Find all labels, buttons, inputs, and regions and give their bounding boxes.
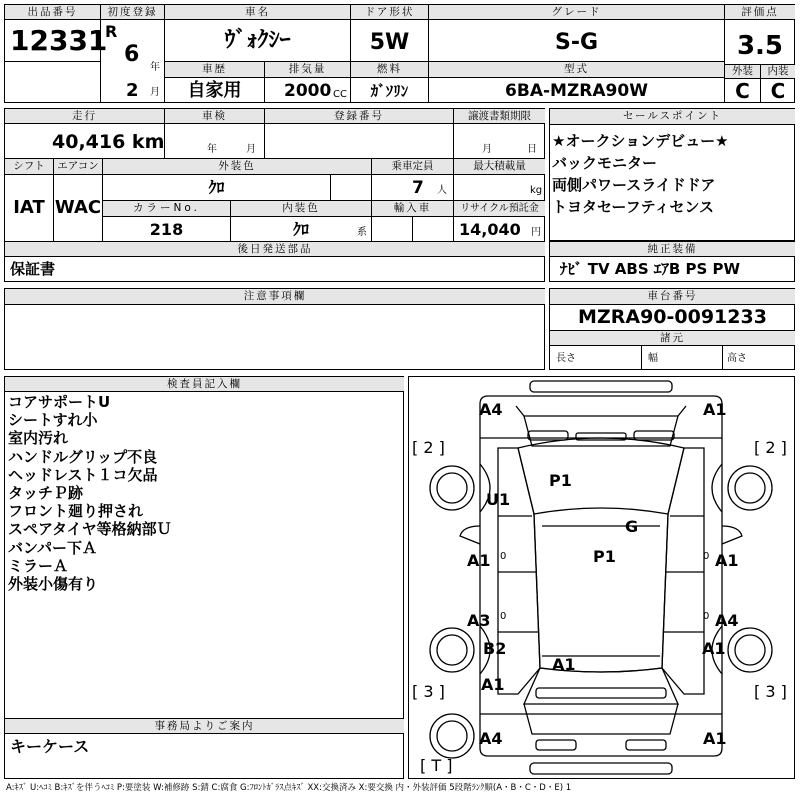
- max-load-unit: kg: [530, 185, 543, 196]
- damage-mark: A1: [703, 729, 727, 748]
- sales-points-label: セールスポイント: [550, 109, 795, 124]
- sales-points-list: [552, 130, 729, 218]
- car-diagram: [408, 376, 795, 779]
- sales-point-item: 両側パワースライドドア: [552, 176, 716, 194]
- tire-depth-rr: [ 3 ]: [754, 682, 787, 701]
- first-reg-month: 2: [126, 80, 139, 101]
- damage-mark: A4: [715, 611, 739, 630]
- tire-mark: 0: [500, 551, 507, 562]
- car-name: ｳﾞｫｸｼｰ: [224, 28, 291, 53]
- int-color-unit: 系: [357, 227, 367, 238]
- inspector-notes-list: [8, 393, 172, 593]
- ext-color-label: 外装色: [103, 159, 371, 174]
- later-parts-value: 保証書: [10, 260, 56, 278]
- tire-mark: 0: [500, 611, 507, 622]
- tire-depth-rl: [ 3 ]: [412, 682, 445, 701]
- recycle-value: 14,040: [459, 220, 521, 239]
- first-reg-year: 6: [124, 42, 140, 67]
- damage-mark: A4: [479, 729, 503, 748]
- tire-mark: 0: [703, 611, 710, 622]
- lot-number: 12331: [10, 24, 108, 57]
- notes-label: 注意事項欄: [5, 289, 545, 304]
- later-parts-label: 後日発送部品: [5, 242, 545, 257]
- displacement-value: 2000: [284, 81, 332, 101]
- sales-point-item: ★オークションデビュー★: [552, 132, 729, 150]
- mileage-value: 40,416 km: [52, 131, 165, 153]
- lot-label: 出品番号: [5, 5, 100, 19]
- legend: A:ｷｽﾞ U:ﾍｺﾐ B:ｷｽﾞを伴うﾍｺﾐ P:要塗装 W:補修跡 S:錆 C:腐食 G:ﾌﾛﾝﾄｶﾞﾗｽ点ｷｽﾞ XX:交換済み X:要交換 内・外装評価 5段階ﾗﾝｸ順(A・B・C・D・E) 1: [6, 783, 572, 793]
- transfer-label: 譲渡書類期限: [454, 109, 545, 123]
- door-label: ドア形状: [351, 5, 428, 19]
- int-color-value: ｸﾛ: [292, 220, 309, 239]
- recycle-label: リサイクル預託金: [454, 201, 545, 216]
- door-type: 5W: [369, 30, 410, 55]
- damage-mark: A1: [703, 400, 727, 419]
- genuine-label: 純正装備: [550, 242, 795, 256]
- color-no-label: カラーNo.: [103, 201, 230, 216]
- first-reg-era: R: [105, 22, 118, 41]
- sales-point-item: トヨタセーフティセンス: [552, 198, 715, 216]
- capacity-label: 乗車定員: [372, 159, 453, 174]
- score-label: 評価点: [725, 5, 795, 19]
- chassis-value: MZRA90-0091233: [578, 306, 767, 328]
- damage-mark: A3: [467, 611, 491, 630]
- aircon-label: エアコン: [54, 159, 102, 174]
- later-parts-box: [4, 256, 545, 282]
- sales-point-item: バックモニター: [552, 154, 658, 172]
- dimensions-label: 諸元: [550, 331, 795, 345]
- exterior-label: 外装: [725, 65, 760, 78]
- fuel-label: 燃料: [351, 62, 428, 77]
- inspector-note: ハンドルグリップ不良: [8, 447, 158, 466]
- dim-height: 高さ: [727, 353, 747, 364]
- first-reg-month-unit: 月: [150, 87, 160, 98]
- car-name-label: 車名: [165, 5, 350, 19]
- model-value: 6BA-MZRA90W: [505, 81, 648, 101]
- inspector-note: コアサポートU: [8, 393, 111, 411]
- inspector-note: ヘッドレスト１コ欠品: [8, 465, 158, 484]
- damage-mark: P1: [593, 547, 616, 566]
- inspection-label: 車検: [165, 109, 264, 123]
- damage-mark: A4: [479, 400, 503, 419]
- tire-depth-spare: [ T ]: [420, 756, 453, 775]
- history-value: 自家用: [187, 80, 242, 101]
- damage-mark: A1: [715, 551, 739, 570]
- inspection-year-unit: 年: [207, 144, 217, 155]
- genuine-value: ﾅﾋﾞ TV ABS ｴｱB PS PW: [560, 260, 741, 278]
- damage-mark: U1: [486, 490, 511, 509]
- displacement-label: 排気量: [265, 62, 350, 77]
- inspector-note: シートすれ小: [8, 411, 98, 430]
- office-value: キーケース: [10, 737, 90, 756]
- inspector-note: タッチＰ跡: [8, 484, 84, 503]
- tire-mark: 0: [703, 551, 710, 562]
- inspector-note: バンパー下Ａ: [8, 538, 97, 557]
- damage-mark: G: [625, 517, 639, 536]
- recycle-unit: 円: [531, 227, 541, 238]
- shift-label: シフト: [5, 159, 53, 174]
- grade-value: S-G: [554, 30, 599, 55]
- exterior-grade: C: [735, 79, 750, 103]
- displacement-unit: CC: [333, 89, 347, 100]
- inspector-note: ミラーＡ: [8, 556, 69, 575]
- first-reg-year-unit: 年: [150, 62, 160, 73]
- inspector-note: スペアタイヤ等格納部Ｕ: [8, 520, 172, 539]
- damage-mark: A1: [552, 655, 576, 674]
- capacity-unit: 人: [437, 185, 447, 196]
- aircon-value: WAC: [54, 197, 102, 218]
- fuel-value: ｶﾞｿﾘﾝ: [370, 82, 409, 100]
- damage-mark: A1: [481, 675, 505, 694]
- tire-depth-fr: [ 2 ]: [754, 438, 787, 457]
- grade-label: グレード: [429, 5, 724, 19]
- color-no-value: 218: [149, 220, 184, 239]
- interior-label: 内装: [761, 65, 795, 78]
- model-label: 型式: [429, 62, 724, 77]
- interior-grade: C: [770, 79, 786, 103]
- damage-mark: A1: [467, 551, 491, 570]
- inspection-month-unit: 月: [246, 144, 256, 155]
- first-reg-label: 初度登録: [101, 5, 164, 19]
- mileage-label: 走行: [5, 109, 164, 123]
- transfer-month-unit: 月: [482, 144, 492, 155]
- chassis-label: 車台番号: [550, 289, 795, 304]
- max-load-label: 最大積載量: [454, 159, 545, 174]
- dim-width: 幅: [648, 353, 658, 364]
- inspector-note: 室内汚れ: [8, 429, 69, 448]
- import-label: 輸入車: [372, 201, 453, 216]
- score-value: 3.5: [736, 31, 784, 61]
- tire-depth-fl: [ 2 ]: [412, 438, 445, 457]
- capacity-value: 7: [412, 178, 424, 198]
- dim-length: 長さ: [556, 353, 576, 364]
- damage-mark: B2: [483, 639, 507, 658]
- ext-color-value: ｸﾛ: [208, 178, 225, 197]
- inspector-label: 検査員記入欄: [5, 377, 404, 391]
- damage-mark: A1: [702, 639, 726, 658]
- inspector-note: 外装小傷有り: [8, 575, 99, 594]
- damage-mark: P1: [549, 471, 572, 490]
- history-label: 車歴: [165, 62, 264, 77]
- shift-value: IAT: [13, 197, 45, 218]
- int-color-label: 内装色: [231, 201, 371, 216]
- transfer-day-unit: 日: [527, 144, 537, 155]
- inspector-note: フロント廻り押され: [8, 502, 144, 521]
- office-label: 事務局よりご案内: [5, 719, 404, 733]
- reg-no-label: 登録番号: [265, 109, 453, 123]
